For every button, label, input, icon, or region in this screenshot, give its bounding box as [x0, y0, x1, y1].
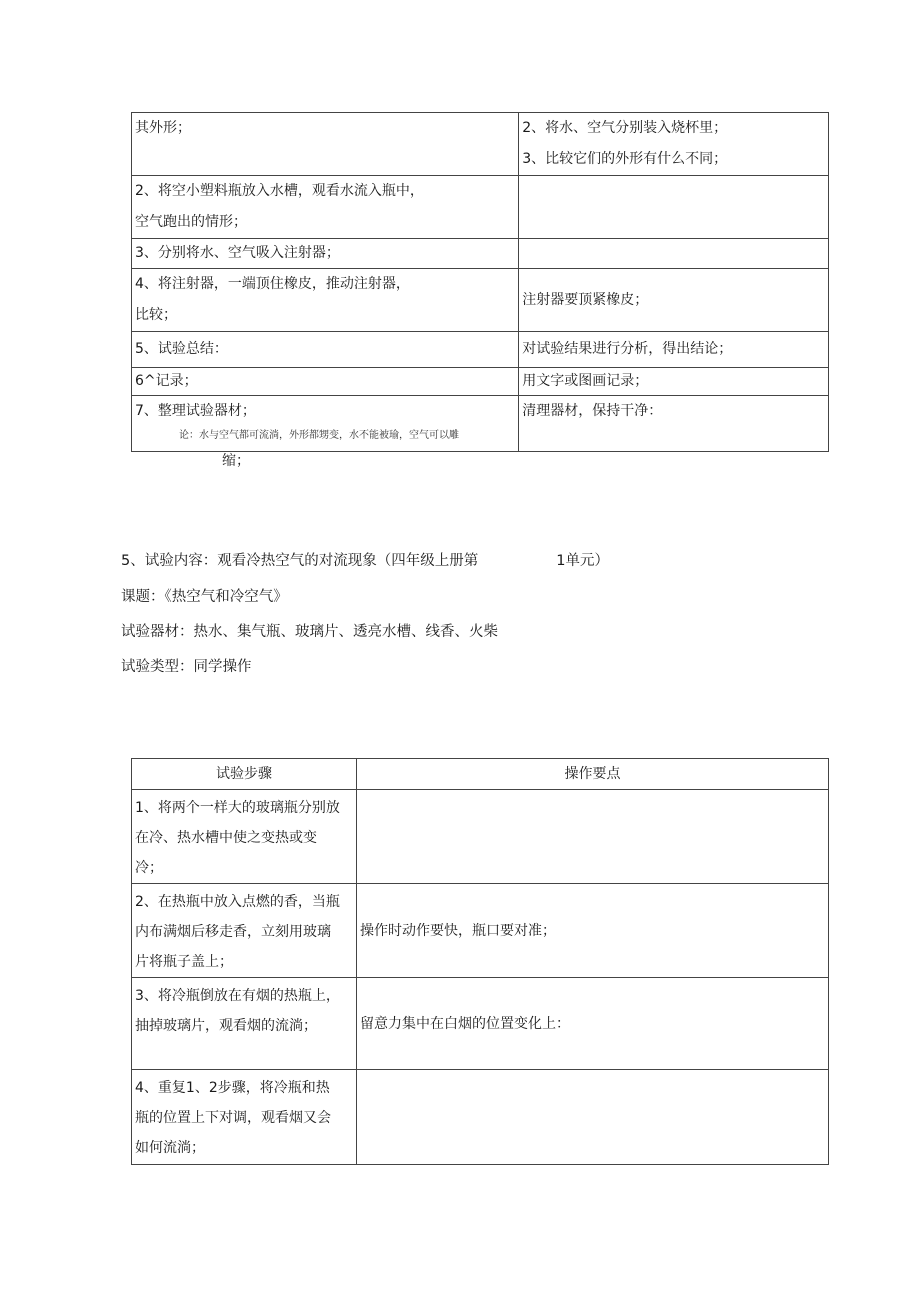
- table-row: [132, 239, 829, 269]
- table-row: [132, 884, 829, 978]
- table-row: [132, 176, 829, 239]
- table-header-row: [132, 759, 829, 790]
- step-cell: 2、在热瓶中放入点燃的香，当瓶 内布满烟后移走香，立刻用玻璃 片将瓶子盖上；: [132, 884, 357, 978]
- table-row: [132, 1070, 829, 1165]
- procedure-table-1: [131, 112, 829, 452]
- table-row: [132, 113, 829, 176]
- point-cell: [357, 1070, 829, 1165]
- point-cell: 注射器要顶紧橡皮；: [519, 269, 829, 332]
- step-cell: 6^记录；: [132, 368, 519, 396]
- conclusion-note: 论：水与空气都可流淌，外形都甥变，水不能被瑜，空气可以雕: [179, 430, 459, 441]
- topic-line: 课题：《热空气和冷空气》: [121, 589, 288, 605]
- point-cell: 清理器材，保持干净：: [519, 396, 829, 452]
- point-cell: 2、将水、空气分别装入烧杯里； 3、比较它们的外形有什么不同；: [519, 113, 829, 176]
- experiment-title: 5、试验内容：观看冷热空气的对流现象（四年级上册第 1单元）: [121, 553, 609, 569]
- procedure-table-2: [131, 758, 829, 1165]
- table-row: [132, 396, 829, 452]
- step-cell: 4、将注射器，一端顶住橡皮，推动注射器， 比较；: [132, 269, 519, 332]
- step-cell: 3、将冷瓶倒放在有烟的热瓶上， 抽掉玻璃片，观看烟的流淌；: [132, 978, 357, 1070]
- table-row: [132, 332, 829, 368]
- step-cell: 4、重复1、2步骤，将冷瓶和热 瓶的位置上下对调，观看烟又会 如何流淌；: [132, 1070, 357, 1165]
- table-row: [132, 269, 829, 332]
- step-cell: 5、试验总结：: [132, 332, 519, 368]
- step-cell: 2、将空小塑料瓶放入水槽，观看水流入瓶中， 空气跑出的情形；: [132, 176, 519, 239]
- table-row: [132, 790, 829, 884]
- step-cell: 7、整理试验器材； 论：水与空气都可流淌，外形都甥变，水不能被瑜，空气可以雕: [132, 396, 519, 452]
- point-cell: 用文字或图画记录；: [519, 368, 829, 396]
- materials-line: 试验器材：热水、集气瓶、玻璃片、透亮水槽、线香、火柴: [121, 624, 498, 640]
- type-line: 试验类型：同学操作: [121, 659, 252, 675]
- step-cell: 1、将两个一样大的玻璃瓶分别放 在冷、热水槽中使之变热或变 冷；: [132, 790, 357, 884]
- point-cell: 操作时动作要快，瓶口要对准；: [357, 884, 829, 978]
- table-row: [132, 368, 829, 396]
- table-row: [132, 978, 829, 1070]
- conclusion-note-continued: 缩；: [222, 453, 250, 469]
- header-steps: 试验步骤: [132, 759, 357, 790]
- point-cell: [519, 239, 829, 269]
- step-cell: 3、分别将水、空气吸入注射器；: [132, 239, 519, 269]
- header-points: 操作要点: [357, 759, 829, 790]
- step-cell: 其外形；: [132, 113, 519, 176]
- point-cell: 留意力集中在白烟的位置变化上：: [357, 978, 829, 1070]
- point-cell: [519, 176, 829, 239]
- point-cell: [357, 790, 829, 884]
- point-cell: 对试验结果进行分析，得出结论；: [519, 332, 829, 368]
